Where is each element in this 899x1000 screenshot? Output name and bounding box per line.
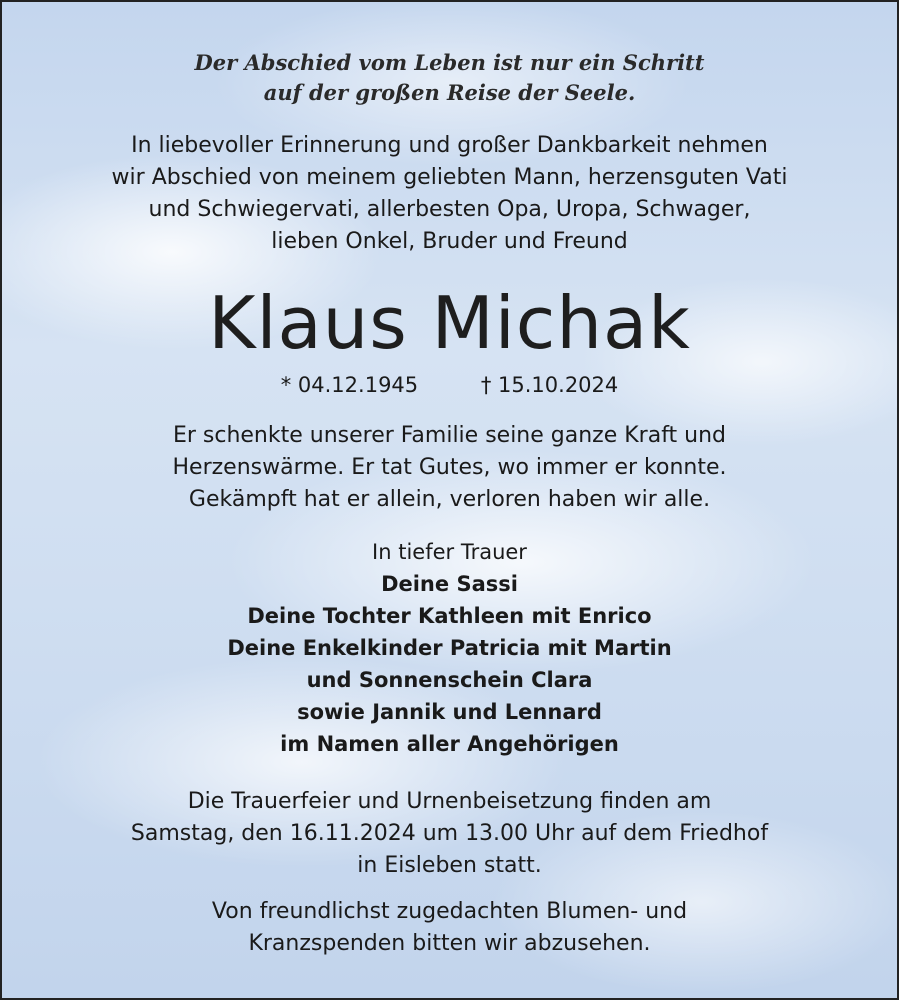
mourner-line: Deine Enkelkinder Patricia mit Martin [227, 636, 672, 660]
intro-line: und Schwiegervati, allerbesten Opa, Uropa, Schwager, [148, 197, 751, 222]
flowers-line: Von freundlichst zugedachten Blumen- und [211, 899, 688, 924]
tribute-line: Gekämpft hat er allein, verloren haben wir alle. [188, 487, 711, 512]
tribute-text [2, 420, 897, 516]
flowers-line: Kranzspenden bitten wir abzusehen. [248, 931, 651, 956]
tribute-line: Er schenkte unserer Familie seine ganze Kraft und [172, 423, 727, 448]
tribute-line: Herzenswärme. Er tat Gutes, wo immer er konnte. [172, 455, 727, 480]
funeral-line: in Eisleben statt. [357, 853, 542, 878]
funeral-line: Die Trauerfeier und Urnenbeisetzung finden am [187, 789, 712, 814]
life-dates [2, 370, 897, 400]
flowers-note [2, 896, 897, 960]
mourner-line: sowie Jannik und Lennard [297, 700, 602, 724]
intro-line: wir Abschied von meinem geliebten Mann, herzensguten Vati [111, 165, 788, 190]
mourner-line: und Sonnenschein Clara [306, 668, 593, 692]
mourning-intro: In tiefer Trauer [372, 540, 527, 564]
funeral-line: Samstag, den 16.11.2024 um 13.00 Uhr auf dem Friedhof [130, 821, 769, 846]
intro-line: In liebevoller Erinnerung und großer Dankbarkeit nehmen [131, 133, 768, 158]
mourner-line: Deine Tochter Kathleen mit Enrico [247, 604, 652, 628]
mourners-section [2, 536, 897, 760]
birth-date: * 04.12.1945 [280, 373, 419, 397]
death-date: † 15.10.2024 [480, 373, 619, 397]
deceased-name: Klaus Michak [208, 281, 691, 365]
intro-line: lieben Onkel, Bruder und Freund [271, 229, 628, 254]
motto-line: Der Abschied vom Leben ist nur ein Schritt [194, 50, 705, 75]
motto-line: auf der großen Reise der Seele. [263, 80, 636, 105]
mourner-line: Deine Sassi [381, 572, 518, 596]
mourner-line: im Namen aller Angehörigen [280, 732, 619, 756]
intro-text [2, 130, 897, 258]
motto-quote [2, 48, 897, 108]
funeral-info [2, 786, 897, 882]
